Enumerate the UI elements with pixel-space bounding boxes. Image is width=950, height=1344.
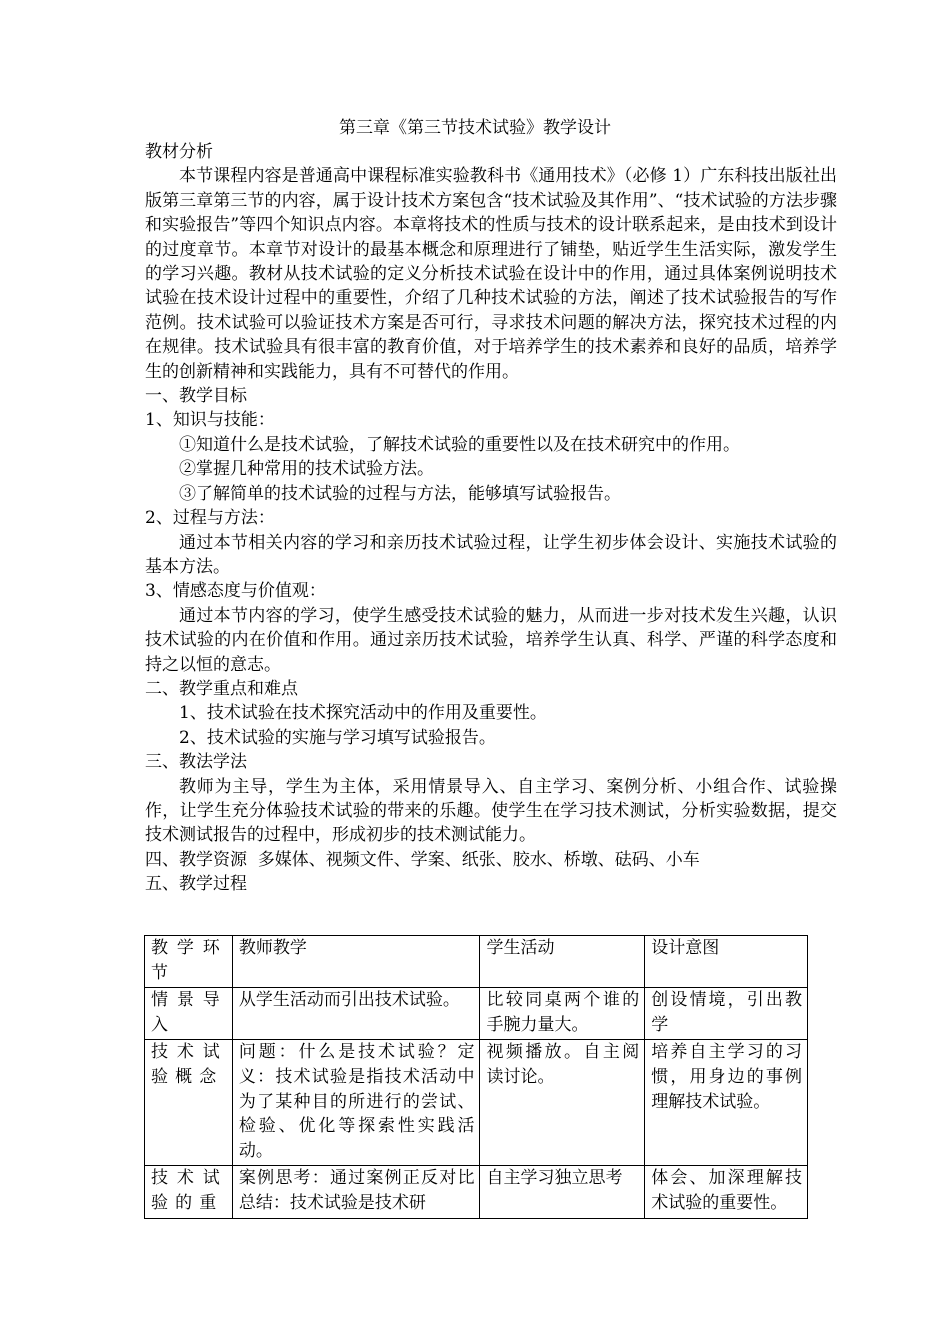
table-row xyxy=(145,1040,808,1166)
table-header-cell: 设计意图 xyxy=(645,936,808,988)
table-cell-student: 比较同桌两个谁的手腕力量大。 xyxy=(480,988,645,1040)
document-title: 第三章《第三节技术试验》教学设计 xyxy=(339,118,611,138)
goal2-text: 通过本节相关内容的学习和亲历技术试验过程，让学生初步体会设计、实施技术试验的基本方法。 xyxy=(145,532,837,577)
table-cell-intent: 体会、加深理解技术试验的重要性。 xyxy=(645,1166,808,1218)
key-item: 1、技术试验在技术探究活动中的作用及重要性。 xyxy=(179,703,547,724)
table-cell-teacher: 从学生活动而引出技术试验。 xyxy=(232,988,480,1040)
process-table xyxy=(144,935,808,1219)
table-cell-teacher: 案例思考：通过案例正反对比总结：技术试验是技术研 xyxy=(232,1166,480,1218)
method-heading: 三、教法学法 xyxy=(145,752,247,773)
goal1-heading: 1、知识与技能： xyxy=(145,410,275,431)
document-body xyxy=(145,140,837,897)
resources-line: 四、教学资源 多媒体、视频文件、学案、纸张、胶水、桥墩、砝码、小车 xyxy=(145,849,700,870)
table-header-row xyxy=(145,936,808,988)
table-cell-stage: 技术试验的重 xyxy=(145,1166,233,1218)
table-cell-intent: 创设情境，引出教学 xyxy=(645,988,808,1040)
table-header-cell: 教学环节 xyxy=(145,936,233,988)
goal1-item: ③了解简单的技术试验的过程与方法，能够填写试验报告。 xyxy=(179,483,621,504)
goal2-heading: 2、过程与方法： xyxy=(145,508,275,529)
key-heading: 二、教学重点和难点 xyxy=(145,678,298,699)
goal1-item: ①知道什么是技术试验，了解技术试验的重要性以及在技术研究中的作用。 xyxy=(179,434,740,455)
table-cell-student: 视频播放。自主阅读讨论。 xyxy=(480,1040,645,1166)
goals-heading: 一、教学目标 xyxy=(145,386,247,407)
table-cell-teacher: 问题：什么是技术试验？定义：技术试验是指技术活动中为了某种目的所进行的尝试、检验、优化等探索性实践活动。 xyxy=(232,1040,480,1166)
process-heading: 五、教学过程 xyxy=(145,874,247,895)
table-row xyxy=(145,1166,808,1218)
table-cell-student: 自主学习独立思考 xyxy=(480,1166,645,1218)
analysis-text: 本节课程内容是普通高中课程标准实验教科书《通用技术》（必修 1）广东科技出版社出版第三章第三节的内容，属于设计技术方案包含“技术试验及其作用”、“技术试验的方法步骤和实验报告”等四个知识点内容。本章将技术的性质与技术的设计联系起来，是由技术到设计的过度章节。本章节对设计的最基本概念和原理进行了铺垫，贴近学生生活实际，激发学生的学习兴趣。教材从技术试验的定义分析技术试验在设计中的作用，通过具体案例说明技术试验在技术设计过程中的重要性，介绍了几种技术试验的方法，阐述了技术试验报告的写作范例。技术试验可以验证技术方案是否可行，寻求技术问题的解决方法，探究技术过程的内在规律。技术试验具有很丰富的教育价值，对于培养学生的技术素养和良好的品质，培养学生的创新精神和实践能力，具有不可替代的作用。 xyxy=(145,166,837,382)
table-cell-stage: 情景导入 xyxy=(145,988,233,1040)
table-header-cell: 学生活动 xyxy=(480,936,645,988)
goal1-item: ②掌握几种常用的技术试验方法。 xyxy=(179,459,434,480)
analysis-heading: 教材分析 xyxy=(145,142,213,162)
table-row xyxy=(145,988,808,1040)
goal3-text: 通过本节内容的学习，使学生感受技术试验的魅力，从而进一步对技术发生兴趣，认识技术试验的内在价值和作用。通过亲历技术试验，培养学生认真、科学、严谨的科学态度和持之以恒的意志。 xyxy=(145,605,837,675)
table-cell-intent: 培养自主学习的习惯，用身边的事例理解技术试验。 xyxy=(645,1040,808,1166)
table-cell-stage: 技术试验概念 xyxy=(145,1040,233,1166)
method-text: 教师为主导，学生为主体，采用情景导入、自主学习、案例分析、小组合作、试验操作，让学生充分体验技术试验的带来的乐趣。使学生在学习技术测试，分析实验数据，提交技术测试报告的过程中，形成初步的技术测试能力。 xyxy=(145,776,837,846)
key-item: 2、技术试验的实施与学习填写试验报告。 xyxy=(179,727,496,748)
goal3-heading: 3、情感态度与价值观： xyxy=(145,581,326,602)
table-header-cell: 教师教学 xyxy=(232,936,480,988)
